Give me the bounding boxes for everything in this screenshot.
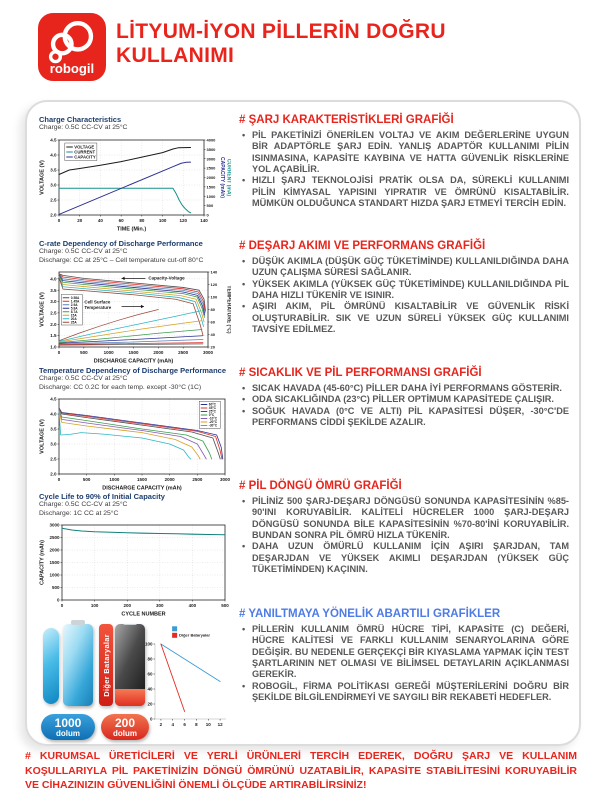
svg-text:0: 0 — [206, 212, 209, 218]
bullet-item: • DAHA UZUN ÖMÜRLÜ KULLANIM İÇİN AŞIRI ŞARJDAN, TAM DEŞARJDAN VE YÜKSEK AKIMLI DEŞARJDAN (YÜKSEK GÜÇ TÜKETİMİNDEN) KAÇININ. — [241, 541, 569, 575]
section-temperature-performance — [239, 367, 569, 428]
svg-text:2.0: 2.0 — [50, 322, 57, 328]
battery-comparison-graphic — [39, 620, 237, 740]
chart-subtitle: Discharge: CC at 25°C – Cell temperature cut-off 80°C — [39, 256, 204, 264]
chart-title: Temperature Dependency of Discharge Performance — [39, 366, 227, 375]
svg-text:3.0: 3.0 — [50, 182, 57, 188]
svg-text:300: 300 — [156, 603, 164, 609]
svg-text:3.5: 3.5 — [50, 167, 57, 173]
chart-panel-crate-discharge — [39, 239, 235, 365]
svg-text:2000: 2000 — [206, 174, 216, 180]
svg-text:60°C: 60°C — [208, 402, 217, 407]
svg-text:100: 100 — [90, 603, 99, 609]
svg-text:0: 0 — [57, 477, 61, 483]
svg-text:100: 100 — [210, 294, 218, 300]
svg-text:15A: 15A — [70, 313, 77, 318]
svg-text:2: 2 — [159, 722, 163, 727]
svg-text:1.5: 1.5 — [50, 333, 57, 339]
svg-text:4.0: 4.0 — [50, 411, 57, 417]
svg-text:VOLTAGE (V): VOLTAGE (V) — [39, 292, 46, 328]
svg-text:CURRENT (mA): CURRENT (mA) — [225, 158, 231, 196]
badge-unit: dolum — [56, 728, 80, 738]
svg-text:3.5: 3.5 — [50, 426, 57, 432]
cycle-comparison-mini-chart — [143, 622, 231, 732]
bullet-item: • PİL PAKETİNİZİ ÖNERİLEN VOLTAJ VE AKIM DEĞERLERİNE UYGUN BİR ADAPTÖRLE ŞARJ EDİN. YANLIŞ ADAPTÖR KULLANIMI PİLİN ISINMASINA, KAPASİTE KAYBINA VE HATTA GÜVENLİK RİSKLERİNE YOL AÇABİLİR. — [241, 130, 569, 176]
svg-text:2.0: 2.0 — [50, 471, 57, 477]
cycle-life-chart — [39, 520, 231, 618]
svg-text:4: 4 — [171, 722, 175, 727]
svg-text:1.0: 1.0 — [50, 344, 57, 350]
logo-text: robogil — [49, 61, 95, 77]
svg-text:2.5: 2.5 — [50, 456, 57, 462]
chart-subtitle: Charge: 0.5C CC-CV at 25°C — [39, 501, 128, 509]
temperature-discharge-chart — [39, 394, 231, 492]
content-card — [25, 100, 581, 746]
svg-text:2.5: 2.5 — [50, 310, 57, 316]
svg-text:CURRENT: CURRENT — [74, 149, 96, 155]
fill-count-badge-1000 — [41, 714, 95, 740]
bullet-list — [239, 256, 569, 336]
robogil-battery — [63, 624, 93, 706]
svg-text:4.5: 4.5 — [50, 137, 57, 143]
other-batteries-band — [99, 624, 113, 706]
svg-text:0: 0 — [149, 716, 153, 722]
svg-text:6: 6 — [183, 722, 186, 727]
chart-subtitle: Charge: 0.5C CC-CV at 25°C — [39, 248, 128, 256]
svg-text:25°C: 25°C — [208, 409, 217, 414]
svg-text:140: 140 — [200, 217, 208, 223]
svg-text:2000: 2000 — [153, 350, 164, 356]
fill-count-badge-200 — [101, 714, 149, 740]
svg-text:0: 0 — [57, 217, 61, 223]
svg-text:4.0: 4.0 — [50, 152, 57, 158]
svg-text:TIME (Min.): TIME (Min.) — [116, 226, 147, 233]
svg-text:140: 140 — [210, 269, 218, 275]
svg-text:VOLTAGE (V): VOLTAGE (V) — [39, 160, 46, 195]
bullet-list — [239, 624, 569, 704]
bullet-item: • PİLLERİN KULLANIM ÖMRÜ HÜCRE TİPİ, KAPASİTE (C) DEĞERİ, HÜCRE KALİTESİ VE FARKLI KULLANIM SENARYOLARINA GÖRE DEĞİŞİR. BU NEDENLE GERÇEKÇİ BİR KIYASLAMA YAPMAK İÇİN TEST ŞARTLARININ NET OLMASI VE BİLİMSEL DETAYLARIN AÇIKLANMASI GEREKİR. — [241, 624, 569, 681]
robogil-logo — [38, 13, 106, 81]
svg-text:1500: 1500 — [206, 184, 216, 190]
low-charge-fill — [115, 689, 145, 706]
svg-text:100: 100 — [158, 217, 167, 223]
svg-text:4000: 4000 — [206, 137, 216, 143]
svg-text:Temperature: Temperature — [84, 305, 112, 311]
svg-text:2500: 2500 — [192, 477, 203, 483]
chart-subtitle: Discharge: 1C CC at 25°C — [39, 509, 119, 517]
svg-text:CAPACITY (mAh): CAPACITY (mAh) — [39, 540, 46, 586]
svg-text:Diğer Bataryalar: Diğer Bataryalar — [179, 632, 211, 638]
svg-text:1500: 1500 — [49, 560, 60, 566]
other-batteries-label: Diğer Bataryalar — [101, 633, 111, 697]
svg-text:2500: 2500 — [206, 165, 216, 171]
svg-text:5.8A: 5.8A — [70, 306, 78, 311]
svg-text:0: 0 — [56, 597, 60, 603]
svg-text:3.0: 3.0 — [50, 441, 57, 447]
svg-text:2000: 2000 — [49, 547, 60, 553]
page-title-line1: LİTYUM-İYON PİLLERİN DOĞRU — [116, 20, 446, 43]
blue-capsule-battery — [43, 628, 59, 704]
badge-number: 1000 — [54, 715, 82, 730]
bullet-item: • DÜŞÜK AKIMLA (DÜŞÜK GÜÇ TÜKETİMİNDE) KULLANILDIĞINDA DAHA UZUN ÇALIŞMA SÜRESİ SAĞLANIR. — [241, 256, 569, 279]
chart-subtitle: Charge: 0.5C CC-CV at 25°C — [39, 375, 128, 383]
svg-text:40: 40 — [147, 686, 153, 692]
page-title-line2: KULLANIMI — [116, 43, 235, 67]
chart-title: Cycle Life to 90% of Initial Capacity — [39, 492, 165, 501]
svg-text:1.45A: 1.45A — [70, 299, 80, 304]
svg-text:Cell Surface: Cell Surface — [84, 299, 111, 305]
bullet-item: • ROBOGİL, FİRMA POLİTİKASI GEREĞİ MÜŞTERİLERİNİ DOĞRU BİR ŞEKİLDE BİLGİLENDİRMEYİ VE SAYGILI BİR REKABETİ HEDEFLER. — [241, 681, 569, 704]
section-heading: # SICAKLIK VE PİL PERFORMANSI GRAFİĞİ — [239, 367, 482, 379]
logo-circles-icon — [38, 13, 106, 81]
svg-text:0.58A: 0.58A — [70, 296, 80, 301]
chart-title: C-rate Dependency of Discharge Performance — [39, 239, 203, 248]
svg-text:20: 20 — [147, 701, 153, 707]
svg-text:2.0: 2.0 — [50, 212, 57, 218]
bullet-item: • HIZLI ŞARJ TEKNOLOJİSİ PRATİK OLSA DA, SÜREKLİ KULLANIMI PİLİN KİMYASAL YAPISINI YIPRATIR VE ÖMRÜNÜ KISALTABİLİR. MÜMKÜN OLDUĞUNCA STANDART HIZDA ŞARJ ETMEYİ TERCİH EDİN. — [241, 175, 569, 209]
svg-text:200: 200 — [123, 603, 131, 609]
svg-text:1000: 1000 — [103, 350, 114, 356]
chart-panel-charge-characteristics — [39, 115, 235, 233]
svg-text:20: 20 — [77, 217, 83, 223]
svg-text:3.0: 3.0 — [50, 299, 57, 305]
chart-panel-temperature-discharge — [39, 366, 235, 492]
svg-text:3000: 3000 — [219, 477, 231, 483]
svg-text:-10°C: -10°C — [208, 416, 218, 421]
svg-text:1500: 1500 — [128, 350, 139, 356]
svg-text:1000: 1000 — [109, 477, 120, 483]
svg-text:80: 80 — [139, 217, 145, 223]
svg-text:500: 500 — [82, 477, 91, 483]
chart-subtitle: Charge: 0.5C CC-CV at 25°C — [39, 124, 128, 132]
svg-text:20: 20 — [210, 344, 215, 350]
svg-text:2.5: 2.5 — [50, 197, 57, 203]
svg-text:4.5: 4.5 — [50, 396, 57, 402]
svg-text:3.5: 3.5 — [50, 288, 57, 294]
svg-text:1000: 1000 — [49, 572, 60, 578]
chart-title: Charge Characteristics — [39, 115, 122, 124]
text-column — [239, 102, 569, 744]
svg-text:-30°C: -30°C — [208, 423, 218, 428]
svg-text:1000: 1000 — [206, 193, 216, 199]
bullet-list — [239, 496, 569, 576]
section-cycle-life — [239, 480, 569, 576]
bullet-item: • SICAK HAVADA (45-60°C) PİLLER DAHA İYİ PERFORMANS GÖSTERİR. — [241, 383, 569, 394]
svg-text:TEMPERATURE (°C): TEMPERATURE (°C) — [225, 285, 231, 334]
svg-text:40: 40 — [210, 332, 215, 338]
svg-text:60: 60 — [147, 671, 153, 677]
crate-discharge-chart — [39, 267, 231, 365]
section-discharge-current — [239, 240, 569, 336]
svg-text:3000: 3000 — [49, 522, 60, 528]
svg-text:100: 100 — [144, 641, 153, 647]
badge-unit: dolum — [113, 728, 137, 738]
svg-text:2.9A: 2.9A — [70, 303, 78, 308]
section-charge-characteristics — [239, 114, 569, 210]
svg-text:500: 500 — [206, 203, 214, 209]
svg-text:40: 40 — [97, 217, 103, 223]
bullet-item: • ODA SICAKLIĞINDA (23°C) PİLLER OPTİMUM KAPASİTEDE ÇALIŞIR. — [241, 394, 569, 405]
svg-text:500: 500 — [221, 603, 229, 609]
chart-panel-cycle-life — [39, 492, 235, 618]
bullet-item: • SOĞUK HAVADA (0°C VE ALTI) PİL KAPASİTESİ DÜŞER, -30°C'DE PERFORMANS CİDDİ ŞEKİLDE AZALIR. — [241, 406, 569, 429]
svg-text:3000: 3000 — [202, 350, 214, 356]
svg-text:400: 400 — [188, 603, 197, 609]
chart-subtitle: Discharge: CC 0.2C for each temp. except -30°C (1C) — [39, 383, 202, 391]
svg-text:45°C: 45°C — [208, 406, 217, 411]
svg-text:VOLTAGE: VOLTAGE — [74, 144, 95, 150]
charts-column — [39, 102, 237, 744]
section-heading: # DEŞARJ AKIMI VE PERFORMANS GRAFİĞİ — [239, 240, 486, 252]
svg-text:CAPACITY: CAPACITY — [74, 154, 96, 160]
svg-text:CAPACITY (mAh): CAPACITY (mAh) — [219, 156, 225, 198]
svg-text:Capacity-Voltage: Capacity-Voltage — [148, 275, 185, 281]
svg-text:2000: 2000 — [164, 477, 175, 483]
svg-text:60: 60 — [118, 217, 124, 223]
svg-text:VOLTAGE (V): VOLTAGE (V) — [39, 419, 46, 455]
svg-text:CYCLE NUMBER: CYCLE NUMBER — [121, 611, 166, 618]
svg-text:3500: 3500 — [206, 146, 216, 152]
svg-text:120: 120 — [210, 282, 218, 288]
page-title — [116, 20, 556, 67]
svg-text:3000: 3000 — [206, 156, 216, 162]
bullet-item: • PİLİNİZ 500 ŞARJ-DEŞARJ DÖNGÜSÜ SONUNDA KAPASİTESİNİN %85-90'INI KORUYABİLİR. KALİTELİ HÜCRELER 1000 ŞARJ-DEŞARJ DÖNGÜSÜ SONUNDA BİLE KAPASİTESİNİN %70-80'İNİ KORUYABİLİR. BUNDAN SONRA PİL ÖMRÜ HIZLA TÜKENİR. — [241, 496, 569, 542]
svg-text:2500: 2500 — [49, 535, 60, 541]
svg-text:20A: 20A — [70, 317, 77, 322]
bullet-list — [239, 130, 569, 210]
footer-note: # KURUMSAL ÜRETİCİLERİ VE YERLİ ÜRÜNLERİ TERCİH EDEREK, DOĞRU ŞARJ VE KULLANIM KOŞULLARIYLA PİL PAKETİNİZİN DÖNGÜ ÖMRÜNÜ UZATABİLİR, KAPASİTE STABİLİTESİNİ KORUYABİLİR VE CİHAZINIZIN GÜVENLİĞİNİ ÖNEMLİ ÖLÇÜDE ARTIRABİLİRSİNİZ! — [25, 750, 577, 792]
svg-text:8: 8 — [195, 722, 198, 727]
svg-text:-20°C: -20°C — [208, 420, 218, 425]
bullet-item: • AŞIRI AKIM, PİL ÖMRÜNÜ KISALTABİLİR VE GÜVENLİK RİSKİ OLUŞTURABİLİR. SIK VE UZUN SÜRELİ YÜKSEK GÜÇ KULLANIMI TAVSİYE EDİLMEZ. — [241, 301, 569, 335]
badge-number: 200 — [114, 715, 136, 730]
bullet-item: • YÜKSEK AKIMLA (YÜKSEK GÜÇ TÜKETİMİNDE) KULLANILDIĞINDA PİL DAHA HIZLI TÜKENİR VE ISINIR. — [241, 279, 569, 302]
svg-text:0°C: 0°C — [208, 413, 215, 418]
svg-text:0: 0 — [60, 603, 64, 609]
section-heading: # ŞARJ KARAKTERİSTİKLERİ GRAFİĞİ — [239, 114, 454, 126]
svg-text:2500: 2500 — [178, 350, 189, 356]
svg-text:500: 500 — [80, 350, 88, 356]
svg-text:120: 120 — [179, 217, 188, 223]
battery-cap — [71, 620, 85, 625]
svg-text:4.0: 4.0 — [50, 276, 57, 282]
svg-text:500: 500 — [51, 585, 60, 591]
svg-text:8.7A: 8.7A — [70, 310, 78, 315]
svg-text:60: 60 — [210, 319, 215, 325]
section-heading: # YANILTMAYA YÖNELİK ABARTILI GRAFİKLER — [239, 608, 501, 620]
other-battery — [115, 624, 145, 706]
svg-text:1500: 1500 — [136, 477, 148, 483]
charge-characteristics-chart — [39, 135, 231, 233]
svg-text:12: 12 — [217, 722, 223, 727]
svg-text:0: 0 — [57, 350, 61, 356]
svg-text:10: 10 — [205, 722, 211, 727]
svg-text:80: 80 — [147, 656, 153, 662]
svg-text:25A: 25A — [70, 320, 77, 325]
svg-text:80: 80 — [210, 307, 215, 313]
section-heading: # PİL DÖNGÜ ÖMRÜ GRAFİĞİ — [239, 480, 402, 492]
battery-cap — [123, 624, 137, 625]
svg-text:DISCHARGE CAPACITY (mAh): DISCHARGE CAPACITY (mAh) — [102, 485, 182, 492]
svg-text:DISCHARGE CAPACITY (mAh): DISCHARGE CAPACITY (mAh) — [93, 358, 174, 365]
section-misleading-graphs — [239, 608, 569, 704]
bullet-list — [239, 383, 569, 429]
